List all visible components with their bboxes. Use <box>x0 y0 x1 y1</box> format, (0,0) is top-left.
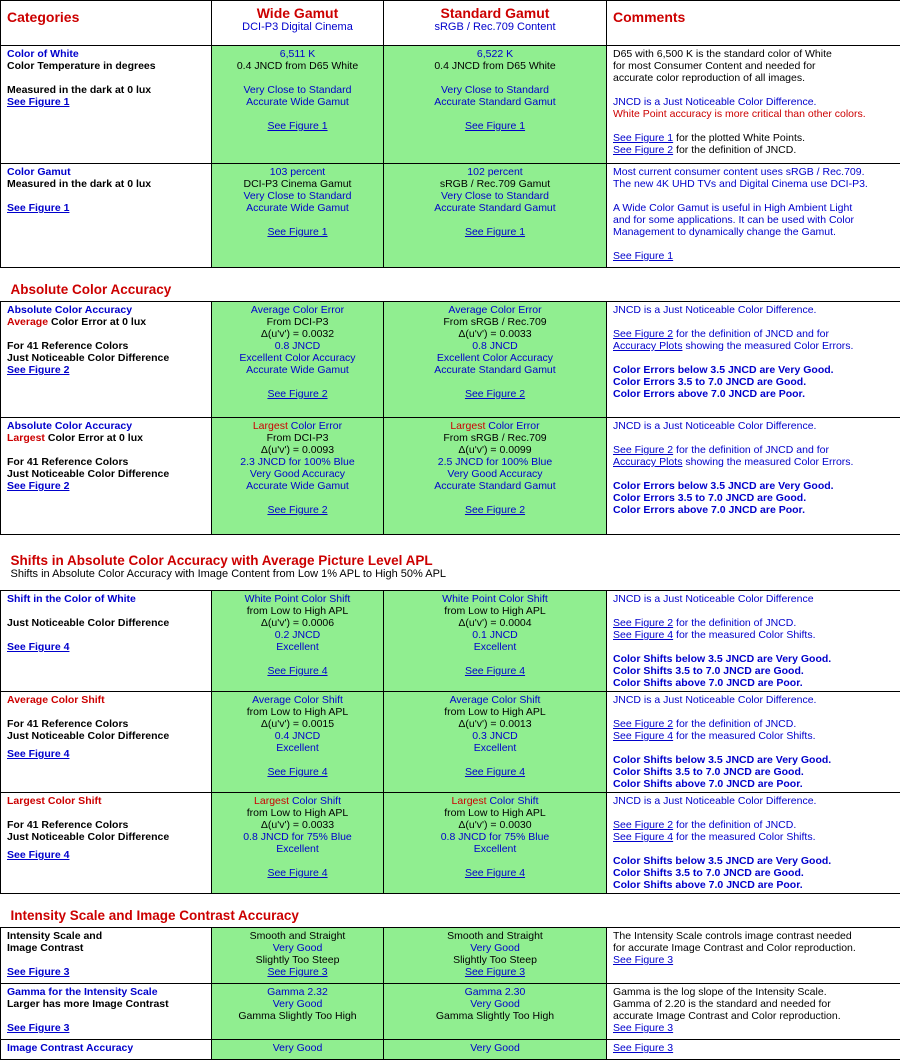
cat-line: Color Shift <box>45 795 102 807</box>
comment-line: accurate color reproduction of all images. <box>613 72 894 84</box>
value-line: 0.1 JNCD <box>390 629 600 641</box>
cat-highlight: Largest <box>7 795 45 807</box>
value-line: Gamma Slightly Too High <box>390 1010 600 1022</box>
value-line: Excellent <box>218 742 377 754</box>
cat-line: Color Error at 0 lux <box>45 432 143 444</box>
section-title: Absolute Color Accuracy <box>11 282 891 297</box>
comment-line: A Wide Color Gamut is useful in High Ambient Light <box>613 202 894 214</box>
cat-title: Color Gamut <box>7 166 205 178</box>
cat-line: Just Noticeable Color Difference <box>7 730 205 742</box>
see-figure-link[interactable]: See Figure 4 <box>465 665 525 677</box>
value-line: Color Shift <box>487 795 539 807</box>
cat-highlight: Average <box>7 694 48 706</box>
comment-line: JNCD is a Just Noticeable Color Difference. <box>613 304 894 316</box>
value-line: Gamma 2.32 <box>218 986 377 998</box>
row-shift-white <box>1 591 900 692</box>
see-figure-link[interactable]: See Figure 1 <box>7 96 69 108</box>
section-intensity-scale <box>1 894 900 928</box>
header-wide-title: Wide Gamut <box>218 5 377 21</box>
row-shift-average <box>1 692 900 793</box>
value-line: Δ(u'v') = 0.0015 <box>218 718 377 730</box>
value-line: DCI-P3 Cinema Gamut <box>218 178 377 190</box>
value-line: 0.2 JNCD <box>218 629 377 641</box>
value-line: Δ(u'v') = 0.0099 <box>390 444 600 456</box>
value-line: 0.4 JNCD from D65 White <box>390 60 600 72</box>
value-line: 0.8 JNCD <box>390 340 600 352</box>
value-line: sRGB / Rec.709 Gamut <box>390 178 600 190</box>
value-line: from Low to High APL <box>218 807 377 819</box>
value-line: Excellent <box>218 843 377 855</box>
value-line: Very Good Accuracy <box>218 468 377 480</box>
see-figure-link[interactable]: See Figure 2 <box>613 444 673 456</box>
header-wide-sub: DCI-P3 Digital Cinema <box>218 21 377 33</box>
value-line: Accurate Wide Gamut <box>218 96 377 108</box>
cat-highlight: Largest <box>7 432 45 444</box>
value-line: 2.3 JNCD for 100% Blue <box>218 456 377 468</box>
see-figure-link[interactable]: See Figure 3 <box>267 966 327 978</box>
value-line: Excellent Color Accuracy <box>218 352 377 364</box>
value-line: from Low to High APL <box>390 807 600 819</box>
comment-line: for accurate Image Contrast and Color reproduction. <box>613 942 894 954</box>
header-std-title: Standard Gamut <box>390 5 600 21</box>
comment-line: and for some applications. It can be used with Color <box>613 214 894 226</box>
comment-line: for the measured Color Shifts. <box>673 629 815 641</box>
value-line: Accurate Wide Gamut <box>218 202 377 214</box>
value-line: 102 percent <box>390 166 600 178</box>
header-std-sub: sRGB / Rec.709 Content <box>390 21 600 33</box>
see-figure-link[interactable]: See Figure 2 <box>613 718 673 730</box>
see-figure-link[interactable]: See Figure 2 <box>613 819 673 831</box>
value-line: from Low to High APL <box>390 605 600 617</box>
see-figure-link[interactable]: See Figure 4 <box>613 629 673 641</box>
cat-line: Image Contrast <box>7 942 205 954</box>
comment-line: Most current consumer content uses sRGB / Rec.709. <box>613 166 894 178</box>
value-line: Gamma 2.30 <box>390 986 600 998</box>
comment-line: White Point accuracy is more critical than other colors. <box>613 108 894 120</box>
see-figure-link[interactable]: See Figure 4 <box>613 831 673 843</box>
value-line: Very Good <box>390 998 600 1010</box>
row-color-gamut <box>1 164 900 268</box>
header-row <box>1 1 900 46</box>
row-largest-color-error <box>1 418 900 535</box>
comment-line: for the definition of JNCD. <box>673 144 796 156</box>
cat-title: Image Contrast Accuracy <box>7 1042 205 1054</box>
value-line: Δ(u'v') = 0.0093 <box>218 444 377 456</box>
see-figure-link[interactable]: See Figure 3 <box>7 1022 69 1034</box>
see-figure-link[interactable]: See Figure 2 <box>7 364 69 376</box>
see-figure-link[interactable]: See Figure 4 <box>465 867 525 879</box>
row-shift-largest <box>1 793 900 894</box>
row-intensity-scale <box>1 928 900 984</box>
comment-line: Color Errors above 7.0 JNCD are Poor. <box>613 388 894 400</box>
value-line: from Low to High APL <box>218 706 377 718</box>
comment-line: Color Shifts 3.5 to 7.0 JNCD are Good. <box>613 665 894 677</box>
comment-line: accurate Image Contrast and Color reproduction. <box>613 1010 894 1022</box>
value-line: Δ(u'v') = 0.0004 <box>390 617 600 629</box>
value-line: Very Good Accuracy <box>390 468 600 480</box>
value-line: Accurate Standard Gamut <box>390 96 600 108</box>
see-figure-link[interactable]: See Figure 1 <box>613 132 673 144</box>
value-line: Very Close to Standard <box>390 84 600 96</box>
see-figure-link[interactable]: See Figure 3 <box>613 954 673 966</box>
value-line: Very Good <box>218 942 377 954</box>
value-line: Δ(u'v') = 0.0006 <box>218 617 377 629</box>
value-line: 0.8 JNCD <box>218 340 377 352</box>
see-figure-link[interactable]: See Figure 1 <box>267 226 327 238</box>
value-line: Color Shift <box>289 795 341 807</box>
comment-line: Color Shifts 3.5 to 7.0 JNCD are Good. <box>613 766 894 778</box>
row-gamma <box>1 984 900 1040</box>
value-line: From sRGB / Rec.709 <box>390 432 600 444</box>
see-figure-link[interactable]: See Figure 2 <box>465 504 525 516</box>
comment-line: Color Shifts below 3.5 JNCD are Very Good. <box>613 754 894 766</box>
value-highlight: Largest <box>254 795 289 807</box>
value-line: Δ(u'v') = 0.0030 <box>390 819 600 831</box>
value-line: Very Good <box>390 1042 600 1054</box>
value-line: From sRGB / Rec.709 <box>390 316 600 328</box>
section-title: Shifts in Absolute Color Accuracy with Average Picture Level APL <box>11 553 891 568</box>
see-figure-link[interactable]: See Figure 1 <box>465 226 525 238</box>
see-figure-link[interactable]: See Figure 3 <box>613 1042 673 1054</box>
value-line: Very Good <box>218 1042 377 1054</box>
comment-line: JNCD is a Just Noticeable Color Difference. <box>613 694 894 706</box>
comment-line: JNCD is a Just Noticeable Color Difference <box>613 593 894 605</box>
comment-line: for the definition of JNCD. <box>673 617 796 629</box>
comment-line: Color Errors above 7.0 JNCD are Poor. <box>613 504 894 516</box>
header-comments: Comments <box>613 9 685 25</box>
value-line: Δ(u'v') = 0.0013 <box>390 718 600 730</box>
cat-title: Gamma for the Intensity Scale <box>7 986 205 998</box>
cat-line: Color Error at 0 lux <box>48 316 146 328</box>
comment-line: Color Errors 3.5 to 7.0 JNCD are Good. <box>613 376 894 388</box>
cat-line: For 41 Reference Colors <box>7 819 205 831</box>
see-figure-link[interactable]: See Figure 3 <box>7 966 69 978</box>
value-line: From DCI-P3 <box>218 316 377 328</box>
value-line: 0.8 JNCD for 75% Blue <box>390 831 600 843</box>
comment-line: for the definition of JNCD. <box>673 718 796 730</box>
value-line: Δ(u'v') = 0.0033 <box>390 328 600 340</box>
comment-line: Color Shifts above 7.0 JNCD are Poor. <box>613 677 894 689</box>
value-line: Very Good <box>390 942 600 954</box>
comment-line: JNCD is a Just Noticeable Color Difference. <box>613 96 894 108</box>
comment-line: The new 4K UHD TVs and Digital Cinema use DCI-P3. <box>613 178 894 190</box>
comment-line: for the definition of JNCD and for <box>673 444 829 456</box>
comment-line: Color Shifts 3.5 to 7.0 JNCD are Good. <box>613 867 894 879</box>
cat-title: Intensity Scale and <box>7 930 205 942</box>
comment-line: for the measured Color Shifts. <box>673 730 815 742</box>
section-subtitle: Shifts in Absolute Color Accuracy with Image Content from Low 1% APL to High 50% APL <box>11 568 891 580</box>
cat-line: Just Noticeable Color Difference <box>7 352 205 364</box>
see-figure-link[interactable]: See Figure 2 <box>267 388 327 400</box>
comment-line: Color Errors 3.5 to 7.0 JNCD are Good. <box>613 492 894 504</box>
value-line: Accurate Wide Gamut <box>218 364 377 376</box>
comment-line: for the measured Color Shifts. <box>673 831 815 843</box>
section-absolute-accuracy <box>1 268 900 302</box>
cat-line: For 41 Reference Colors <box>7 340 205 352</box>
value-line: White Point Color Shift <box>218 593 377 605</box>
value-line: From DCI-P3 <box>218 432 377 444</box>
value-line: Very Close to Standard <box>390 190 600 202</box>
comment-line: for most Consumer Content and needed for <box>613 60 894 72</box>
value-line: from Low to High APL <box>390 706 600 718</box>
comment-line: Color Errors below 3.5 JNCD are Very Good. <box>613 364 894 376</box>
value-line: Gamma Slightly Too High <box>218 1010 377 1022</box>
comment-line: for the plotted White Points. <box>673 132 805 144</box>
comment-line: showing the measured Color Errors. <box>682 340 853 352</box>
comment-line: Color Errors below 3.5 JNCD are Very Good. <box>613 480 894 492</box>
value-line: White Point Color Shift <box>390 593 600 605</box>
see-figure-link[interactable]: See Figure 1 <box>7 202 69 214</box>
section-color-shifts <box>1 535 900 591</box>
value-line: Very Good <box>218 998 377 1010</box>
cat-highlight: Average <box>7 316 48 328</box>
value-temp: 6,522 K <box>390 48 600 60</box>
cat-title: Absolute Color Accuracy <box>7 420 205 432</box>
comment-line: showing the measured Color Errors. <box>682 456 853 468</box>
comment-line: The Intensity Scale controls image contrast needed <box>613 930 894 942</box>
value-highlight: Largest <box>253 420 288 432</box>
comment-line: for the definition of JNCD and for <box>673 328 829 340</box>
comment-line: Color Shifts below 3.5 JNCD are Very Good. <box>613 653 894 665</box>
value-line: Average Color Error <box>390 304 600 316</box>
value-line: Very Close to Standard <box>218 190 377 202</box>
comment-line: D65 with 6,500 K is the standard color of White <box>613 48 894 60</box>
value-temp: 6,511 K <box>218 48 377 60</box>
see-figure-link[interactable]: See Figure 2 <box>613 144 673 156</box>
see-figure-link[interactable]: See Figure 2 <box>267 504 327 516</box>
see-figure-link[interactable]: See Figure 4 <box>7 849 69 861</box>
value-line: 0.4 JNCD from D65 White <box>218 60 377 72</box>
row-image-contrast <box>1 1040 900 1060</box>
see-figure-link[interactable]: See Figure 3 <box>613 1022 673 1034</box>
comment-line: JNCD is a Just Noticeable Color Difference. <box>613 420 894 432</box>
value-line: 2.5 JNCD for 100% Blue <box>390 456 600 468</box>
value-line: Accurate Standard Gamut <box>390 202 600 214</box>
value-line: Slightly Too Steep <box>218 954 377 966</box>
comment-line: Management to dynamically change the Gamut. <box>613 226 894 238</box>
value-line: Accurate Standard Gamut <box>390 364 600 376</box>
value-line: Accurate Wide Gamut <box>218 480 377 492</box>
value-line: Excellent <box>390 641 600 653</box>
see-figure-link[interactable]: See Figure 1 <box>465 120 525 132</box>
cat-line: Measured in the dark at 0 lux <box>7 178 205 190</box>
value-line: Excellent <box>218 641 377 653</box>
see-figure-link[interactable]: See Figure 1 <box>267 120 327 132</box>
comment-line: for the definition of JNCD. <box>673 819 796 831</box>
see-figure-link[interactable]: See Figure 2 <box>7 480 69 492</box>
cat-line: Color Shift <box>48 694 105 706</box>
see-figure-link[interactable]: See Figure 4 <box>267 867 327 879</box>
row-average-color-error <box>1 302 900 418</box>
value-line: Slightly Too Steep <box>390 954 600 966</box>
value-line: Excellent <box>390 843 600 855</box>
see-figure-link[interactable]: See Figure 4 <box>465 766 525 778</box>
cat-line: Larger has more Image Contrast <box>7 998 205 1010</box>
value-line: Smooth and Straight <box>218 930 377 942</box>
value-line: 0.8 JNCD for 75% Blue <box>218 831 377 843</box>
cat-title: Absolute Color Accuracy <box>7 304 205 316</box>
comment-line: Color Shifts below 3.5 JNCD are Very Good. <box>613 855 894 867</box>
value-line: 103 percent <box>218 166 377 178</box>
cat-line: Just Noticeable Color Difference <box>7 617 205 629</box>
value-highlight: Largest <box>452 795 487 807</box>
value-line: 0.4 JNCD <box>218 730 377 742</box>
value-line: Δ(u'v') = 0.0032 <box>218 328 377 340</box>
comment-line: Color Shifts above 7.0 JNCD are Poor. <box>613 879 894 891</box>
value-line: Smooth and Straight <box>390 930 600 942</box>
value-line: from Low to High APL <box>218 605 377 617</box>
value-line: Accurate Standard Gamut <box>390 480 600 492</box>
value-line: Color Error <box>288 420 342 432</box>
comment-line: Gamma of 2.20 is the standard and needed for <box>613 998 894 1010</box>
see-figure-link[interactable]: See Figure 1 <box>613 250 673 262</box>
see-figure-link[interactable]: See Figure 4 <box>613 730 673 742</box>
cat-line: For 41 Reference Colors <box>7 718 205 730</box>
accuracy-plots-link[interactable]: Accuracy Plots <box>613 456 682 468</box>
see-figure-link[interactable]: See Figure 2 <box>465 388 525 400</box>
value-line: Very Close to Standard <box>218 84 377 96</box>
cat-line: Just Noticeable Color Difference <box>7 468 205 480</box>
cat-line: Measured in the dark at 0 lux <box>7 84 205 96</box>
accuracy-plots-link[interactable]: Accuracy Plots <box>613 340 682 352</box>
see-figure-link[interactable]: See Figure 4 <box>267 766 327 778</box>
comment-line: Gamma is the log slope of the Intensity Scale. <box>613 986 894 998</box>
see-figure-link[interactable]: See Figure 3 <box>465 966 525 978</box>
see-figure-link[interactable]: See Figure 4 <box>7 641 69 653</box>
row-color-of-white <box>1 46 900 164</box>
cat-line: Just Noticeable Color Difference <box>7 831 205 843</box>
see-figure-link[interactable]: See Figure 2 <box>613 617 673 629</box>
comment-line: JNCD is a Just Noticeable Color Difference. <box>613 795 894 807</box>
value-highlight: Largest <box>450 420 485 432</box>
value-line: Δ(u'v') = 0.0033 <box>218 819 377 831</box>
cat-title: Shift in the Color of White <box>7 593 205 605</box>
header-categories: Categories <box>7 9 79 25</box>
value-line: Excellent <box>390 742 600 754</box>
value-line: 0.3 JNCD <box>390 730 600 742</box>
value-line: Color Error <box>485 420 539 432</box>
cat-line: Color Temperature in degrees <box>7 60 205 72</box>
value-line: Average Color Shift <box>390 694 600 706</box>
cat-title: Color of White <box>7 48 205 60</box>
section-title: Intensity Scale and Image Contrast Accuracy <box>11 908 891 923</box>
cat-line: For 41 Reference Colors <box>7 456 205 468</box>
value-line: Average Color Error <box>218 304 377 316</box>
value-line: Average Color Shift <box>218 694 377 706</box>
comment-line: Color Shifts above 7.0 JNCD are Poor. <box>613 778 894 790</box>
see-figure-link[interactable]: See Figure 2 <box>613 328 673 340</box>
see-figure-link[interactable]: See Figure 4 <box>7 748 69 760</box>
see-figure-link[interactable]: See Figure 4 <box>267 665 327 677</box>
value-line: Excellent Color Accuracy <box>390 352 600 364</box>
